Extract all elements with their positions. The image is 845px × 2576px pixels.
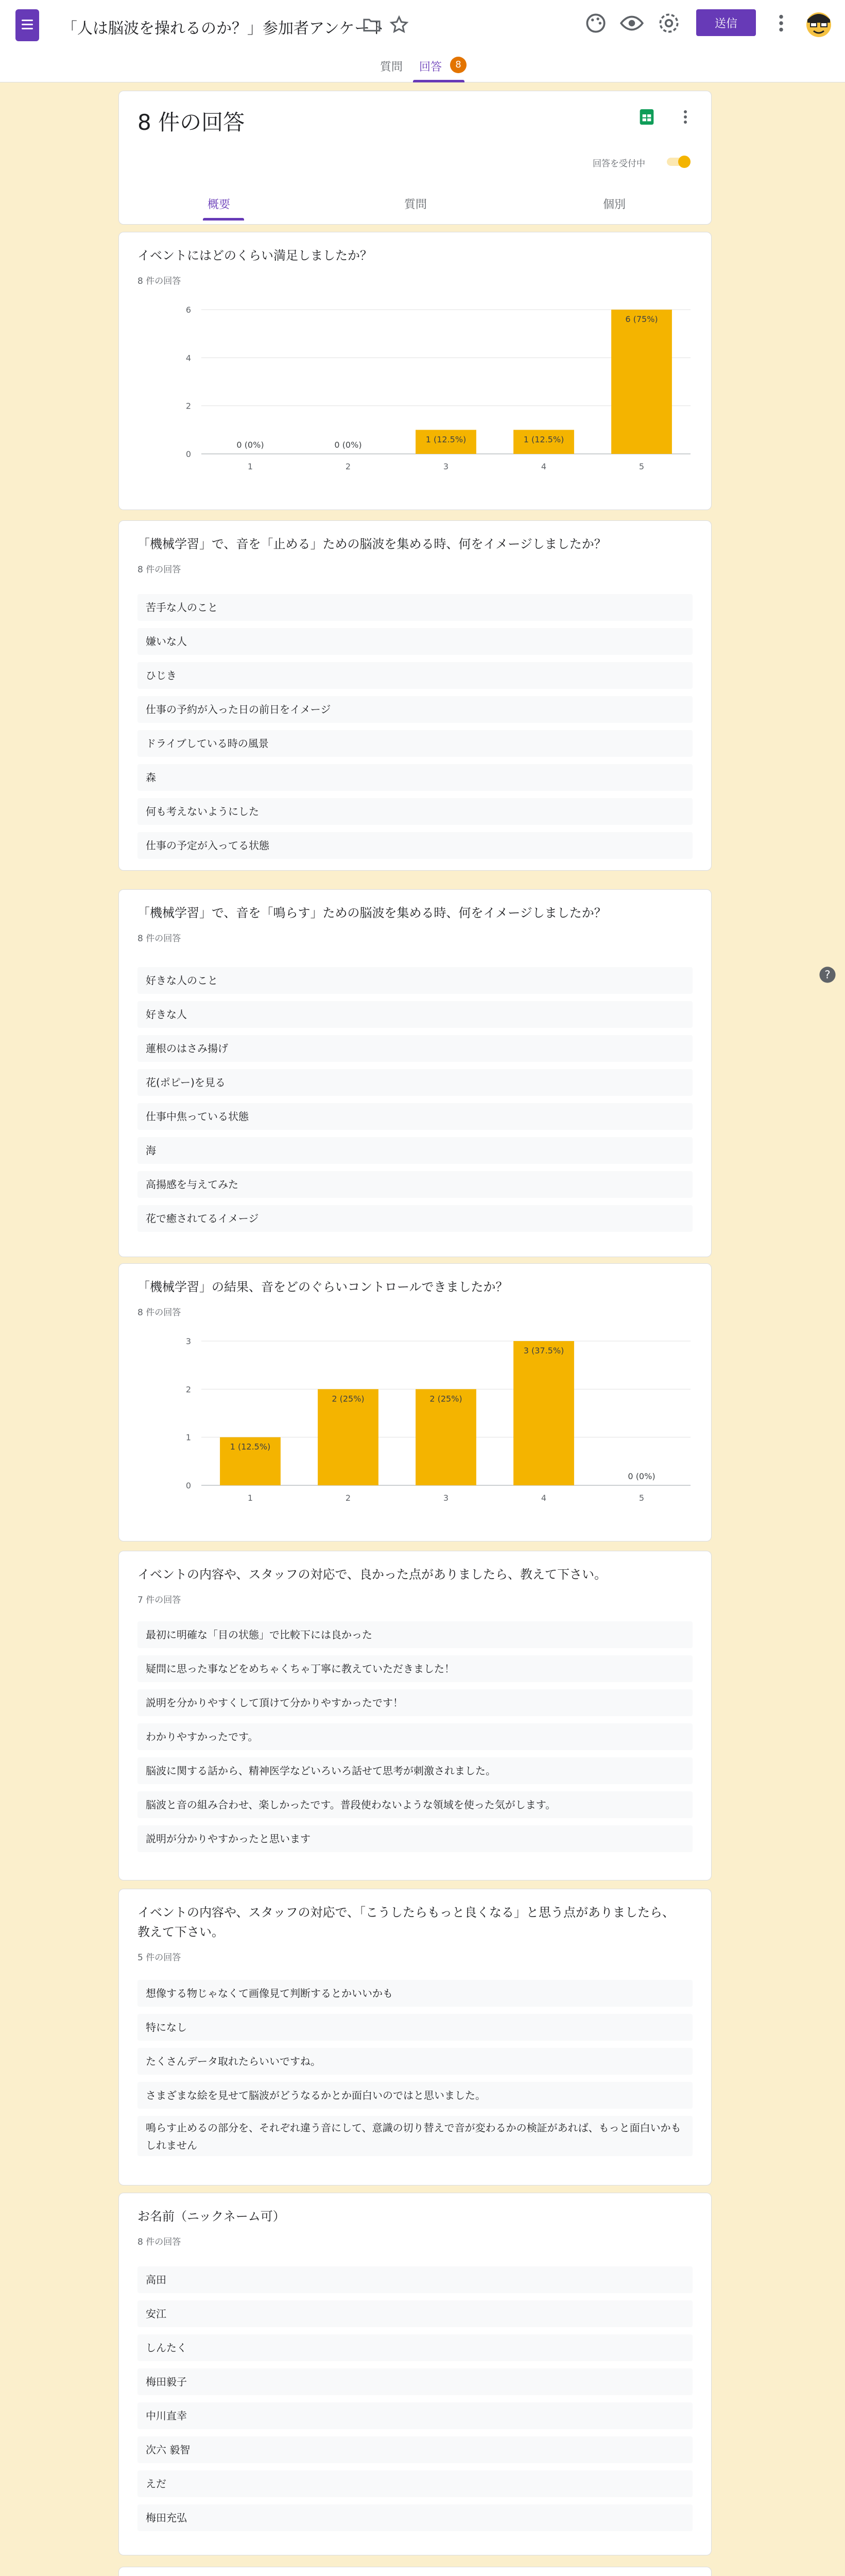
x-tick-label: 5 [639, 1493, 645, 1503]
response-item: 仕事中焦っている状態 [137, 1103, 693, 1130]
question-title: 「機械学習」の結果、音をどのぐらいコントロールできましたか？ [137, 1280, 508, 1294]
response-count: 7 件の回答 [137, 1595, 181, 1605]
bar-data-label: 6 (75%) [625, 314, 658, 324]
tab-individual[interactable]: 個別 [603, 198, 626, 211]
response-item: 嫌いな人 [137, 628, 693, 655]
tab-responses[interactable]: 回答 [419, 61, 442, 74]
response-count: 5 件の回答 [137, 1953, 181, 1963]
tab-summary[interactable]: 概要 [208, 198, 231, 211]
question-title: イベントの内容や、スタッフの対応で、良かった点がありましたら、教えて下さい。 [137, 1567, 607, 1582]
response-item: 中川直幸 [137, 2402, 693, 2429]
y-tick-label: 2 [185, 1384, 191, 1395]
y-tick-label: 1 [185, 1432, 191, 1443]
x-tick-label: 5 [639, 462, 645, 471]
bar-data-label: 1 (12.5%) [230, 1442, 271, 1452]
response-item: 鳴らす止めるの部分を、それぞれ違う音にして、意識の切り替えで音が変わるかの検証があれば、もっと面白いかもしれません [137, 2116, 693, 2156]
response-item: 最初に明確な「目の状態」で比較下には良かった [137, 1621, 693, 1648]
bar-data-label: 1 (12.5%) [425, 434, 467, 445]
x-tick-label: 1 [247, 1493, 253, 1503]
question-card-3 [118, 889, 712, 1257]
x-tick-label: 3 [443, 1493, 449, 1503]
bar-data-label: 3 (37.5%) [523, 1346, 564, 1355]
response-count: 8 件の回答 [137, 934, 181, 944]
bar-data-label: 1 (12.5%) [523, 434, 564, 445]
question-card-8 [118, 2567, 712, 2576]
x-tick-label: 4 [541, 1493, 547, 1503]
active-tab-indicator [413, 80, 464, 82]
response-item: 好きな人のこと [137, 967, 693, 994]
star-icon[interactable] [389, 14, 409, 35]
folder-icon[interactable] [361, 14, 382, 35]
response-item: 好きな人 [137, 1001, 693, 1028]
response-item: 特になし [137, 2014, 693, 2041]
forms-app-icon[interactable] [15, 9, 39, 41]
x-tick-label: 2 [345, 462, 351, 471]
response-item: 苦手な人のこと [137, 594, 693, 621]
bar-chart-satisfaction [150, 299, 696, 474]
question-card-5 [118, 1551, 712, 1880]
response-count: 8 件の回答 [137, 565, 181, 575]
top-app-bar [0, 0, 845, 82]
question-title: 「機械学習」で、音を「鳴らす」ための脳波を集める時、何をイメージしましたか？ [137, 906, 607, 920]
response-item: 梅田毅子 [137, 2368, 693, 2395]
responses-count-badge: 8 [450, 57, 467, 73]
response-item: 仕事の予約が入った日の前日をイメージ [137, 696, 693, 723]
response-item: 疑問に思った事などをめちゃくちゃ丁寧に教えていただきました！ [137, 1655, 693, 1682]
response-item: 想像する物じゃなくて画像見て判断するとかいいかも [137, 1980, 693, 2007]
response-item: 花(ポピー)を見る [137, 1069, 693, 1096]
response-item: 安江 [137, 2300, 693, 2327]
bar-data-label: 0 (0%) [334, 440, 362, 450]
form-title[interactable]: 「人は脳波を操れるのか？」参加者アンケート [62, 20, 386, 38]
response-count: 8 件の回答 [137, 2237, 181, 2247]
summary-tab-indicator [203, 218, 244, 221]
response-item: 高田 [137, 2266, 693, 2293]
sheets-icon[interactable] [636, 107, 657, 127]
response-item: わかりやすかったです。 [137, 1723, 693, 1750]
response-item: 梅田充弘 [137, 2504, 693, 2531]
y-tick-label: 3 [185, 1336, 191, 1346]
bar[interactable] [513, 1341, 574, 1485]
bar[interactable] [611, 310, 672, 454]
bar-data-label: 0 (0%) [628, 1471, 656, 1481]
tab-questions[interactable]: 質問 [380, 61, 403, 74]
y-tick-label: 0 [185, 449, 191, 459]
response-item: 脳波に関する話から、精神医学などいろいろ話せて思考が刺激されました。 [137, 1757, 693, 1784]
accepting-responses-toggle[interactable] [665, 152, 693, 171]
response-item: 花で癒されてるイメージ [137, 1205, 693, 1232]
response-item: しんたく [137, 2334, 693, 2361]
response-item: 脳波と音の組み合わせ、楽しかったです。普段使わないような領域を使った気がします。 [137, 1791, 693, 1818]
y-tick-label: 4 [185, 353, 191, 363]
x-tick-label: 4 [541, 462, 547, 471]
responses-summary-card [118, 91, 712, 225]
response-item: ドライブしている時の風景 [137, 730, 693, 757]
accepting-responses-label: 回答を受付中 [593, 159, 645, 169]
summary-more-icon[interactable] [675, 107, 696, 127]
send-button[interactable]: 送信 [696, 9, 756, 36]
response-item: ひじき [137, 662, 693, 689]
response-item: 高揚感を与えてみた [137, 1171, 693, 1198]
response-item: 仕事の予定が入ってる状態 [137, 832, 693, 859]
question-card-6 [118, 1889, 712, 2185]
response-item: 次六 毅智 [137, 2436, 693, 2463]
responses-count-title: 8 件の回答 [137, 110, 245, 135]
response-item: さまざまな絵を見せて脳波がどうなるかとか面白いのではと思いました。 [137, 2082, 693, 2109]
response-item: 何も考えないようにした [137, 798, 693, 825]
svg-text:?: ? [824, 969, 831, 982]
bar-data-label: 0 (0%) [236, 440, 264, 450]
x-tick-label: 2 [345, 1493, 351, 1503]
response-item: 海 [137, 1137, 693, 1164]
preview-eye-icon[interactable] [619, 10, 645, 36]
question-title: 「機械学習」で、音を「止める」ための脳波を集める時、何をイメージしましたか？ [137, 537, 607, 551]
question-title: イベントの内容や、スタッフの対応で、「こうしたらもっと良くなる」と思う点がありましたら、教えて下さい。 [137, 1905, 675, 1939]
palette-icon[interactable] [583, 10, 609, 36]
response-item: 森 [137, 764, 693, 791]
question-card-1 [118, 232, 712, 510]
question-title: イベントにはどのくらい満足しましたか？ [137, 248, 372, 263]
settings-gear-icon[interactable] [656, 10, 682, 36]
response-item: 説明を分かりやすくして頂けて分かりやすかったです！ [137, 1689, 693, 1716]
response-count: 8 件の回答 [137, 1308, 181, 1318]
y-tick-label: 2 [185, 401, 191, 411]
y-tick-label: 0 [185, 1481, 191, 1490]
tab-question[interactable]: 質問 [404, 198, 427, 211]
response-item: えだ [137, 2470, 693, 2497]
response-item: 蓮根のはさみ揚げ [137, 1035, 693, 1062]
response-item: 説明が分かりやすかったと思います [137, 1825, 693, 1852]
form-tabs [0, 54, 845, 82]
help-icon[interactable] [819, 966, 836, 984]
response-item: たくさんデータ取れたらいいですね。 [137, 2048, 693, 2075]
question-card-7 [118, 2193, 712, 2555]
y-tick-label: 6 [185, 305, 191, 315]
more-vert-icon[interactable] [768, 10, 794, 36]
question-title: お名前（ニックネーム可） [137, 2209, 285, 2224]
bar-chart-control [150, 1331, 696, 1506]
x-tick-label: 3 [443, 462, 449, 471]
question-card-4 [118, 1263, 712, 1541]
account-avatar-icon[interactable] [803, 8, 834, 39]
bar-data-label: 2 (25%) [429, 1394, 462, 1404]
x-tick-label: 1 [247, 462, 253, 471]
response-count: 8 件の回答 [137, 276, 181, 286]
bar-data-label: 2 (25%) [332, 1394, 365, 1404]
question-card-2 [118, 520, 712, 871]
